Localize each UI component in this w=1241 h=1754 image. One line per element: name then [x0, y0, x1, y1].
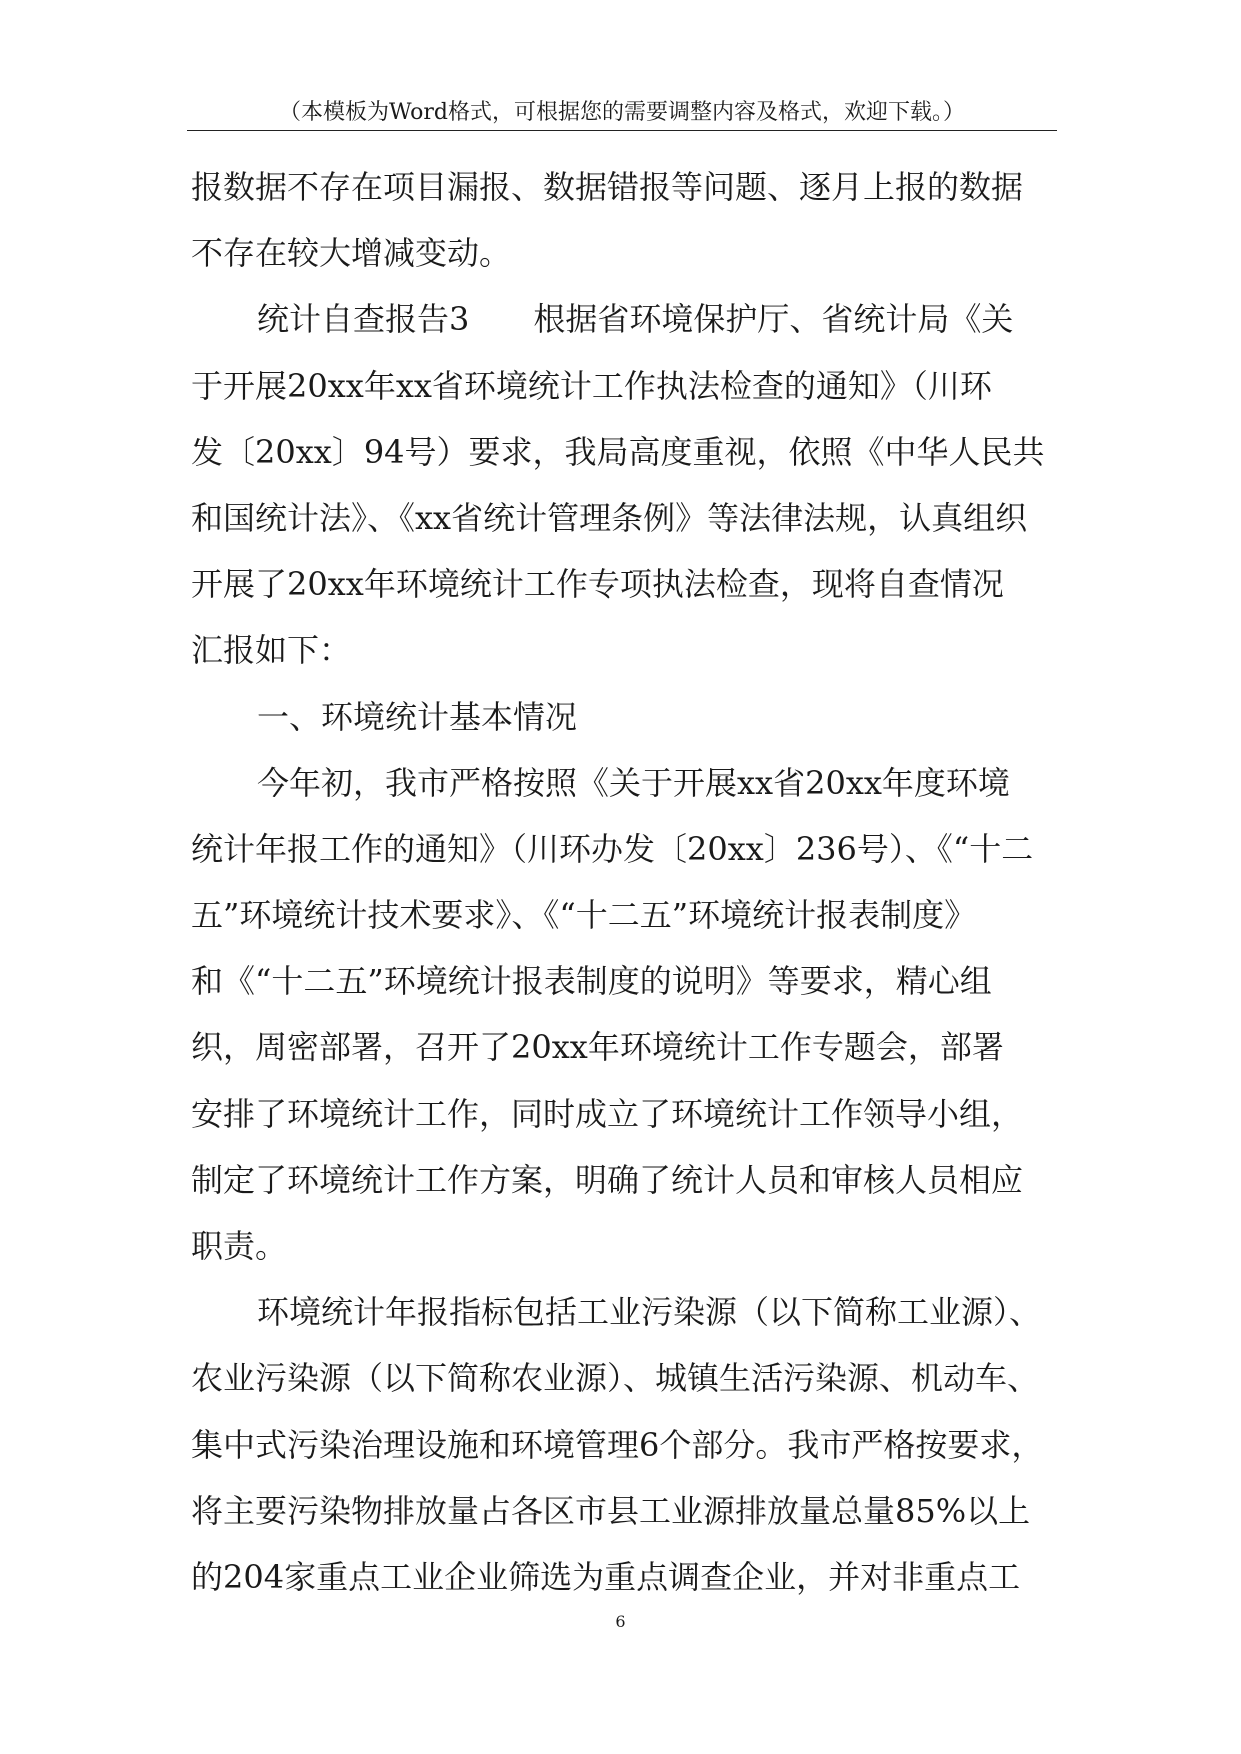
body-line: 农业污染源（以下简称农业源）、城镇生活污染源、机动车、 — [191, 1359, 1040, 1398]
body-line: 不存在较大增减变动。 — [191, 234, 512, 273]
body-line: 汇报如下： — [191, 631, 352, 670]
body-line: 报数据不存在项目漏报、数据错报等问题、逐月上报的数据 — [191, 168, 1024, 206]
body-line: 制定了环境统计工作方案，明确了统计人员和审核人员相应 — [191, 1160, 1024, 1199]
body-line: 开展了20xx年环境统计工作专项执法检查，现将自查情况 — [191, 565, 1004, 604]
body-line: 和《“十二五”环境统计报表制度的说明》等要求，精心组 — [191, 962, 992, 1001]
body-line: 和国统计法》、《xx省统计管理条例》等法律法规，认真组织 — [191, 498, 1028, 537]
report-title-line: 统计自查报告3 根据省环境保护厅、省统计局《关 — [257, 300, 1014, 339]
body-line: 安排了环境统计工作，同时成立了环境统计工作领导小组， — [191, 1094, 1024, 1133]
body-line: 的204家重点工业企业筛选为重点调查企业，并对非重点工 — [191, 1557, 1021, 1596]
document-body — [191, 154, 1061, 1610]
body-line: 发〔20xx〕94号）要求，我局高度重视，依照《中华人民共 — [191, 432, 1045, 471]
section-heading: 一、环境统计基本情况 — [257, 697, 578, 736]
body-line: 集中式污染治理设施和环境管理6个部分。我市严格按要求， — [191, 1425, 1044, 1464]
template-note: （本模板为Word格式，可根据您的需要调整内容及格式，欢迎下载。） — [279, 100, 965, 125]
body-line: 织，周密部署，召开了20xx年环境统计工作专题会，部署 — [191, 1028, 1004, 1067]
body-line: 统计年报工作的通知》（川环办发〔20xx〕236号）、《“十二 — [191, 829, 1034, 868]
body-line: 环境统计年报指标包括工业污染源（以下简称工业源）、 — [257, 1293, 1042, 1332]
body-line: 于开展20xx年xx省环境统计工作执法检查的通知》（川环 — [191, 366, 992, 405]
body-line: 五”环境统计技术要求》、《“十二五”环境统计报表制度》 — [191, 896, 977, 935]
header-divider — [187, 130, 1057, 131]
body-line: 职责。 — [191, 1227, 288, 1265]
body-line: 将主要污染物排放量占各区市县工业源排放量总量85%以上 — [191, 1491, 1031, 1530]
body-line: 今年初，我市严格按照《关于开展xx省20xx年度环境 — [257, 763, 1010, 802]
page-number: 6 — [615, 1612, 626, 1631]
